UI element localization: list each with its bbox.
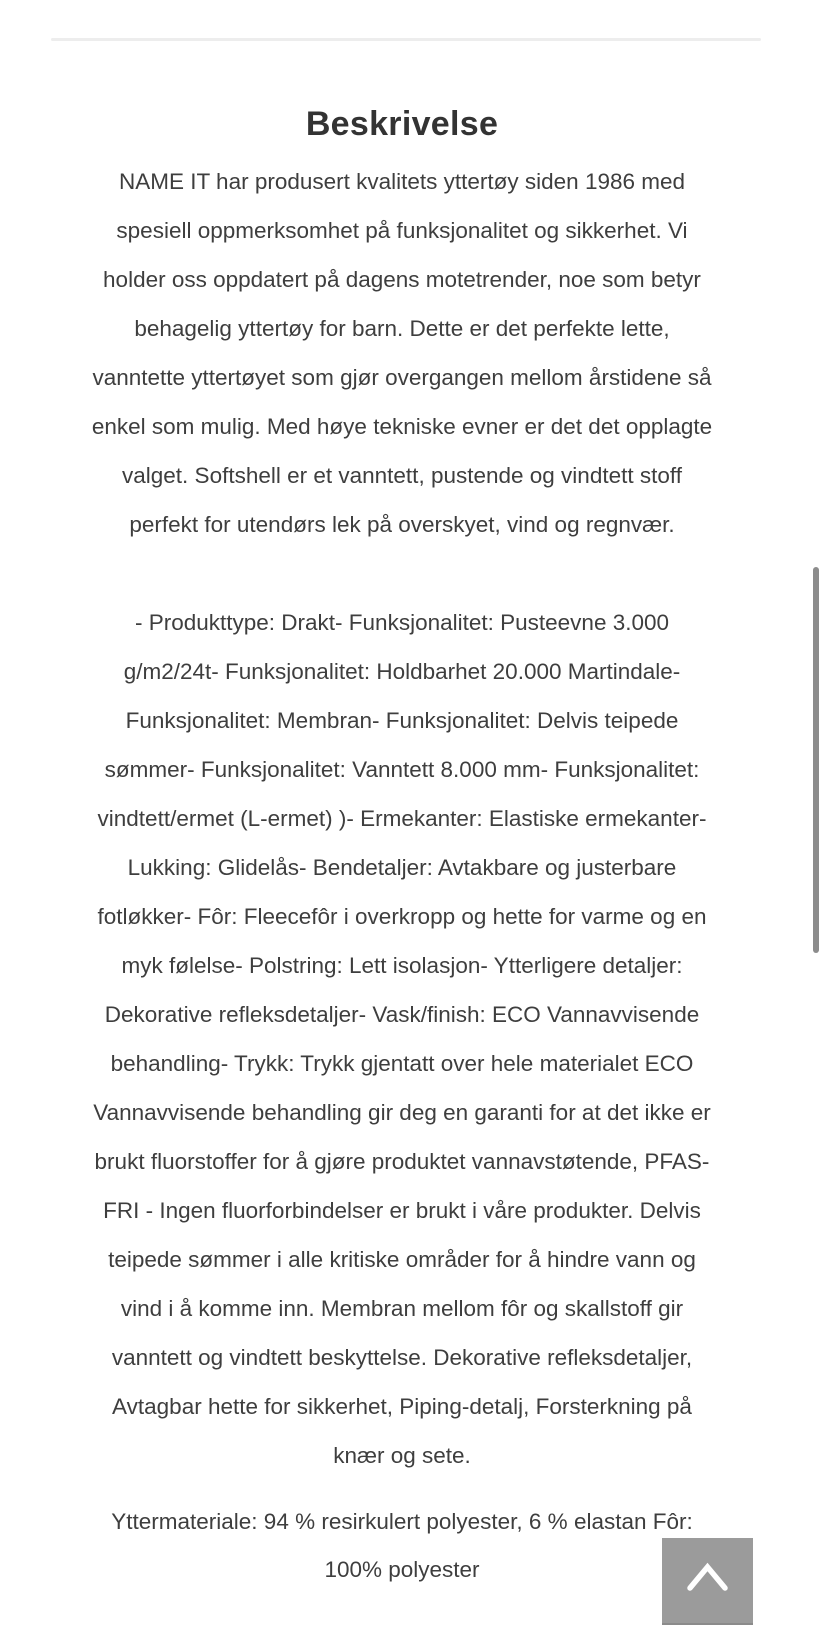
text-line: g/m2/24t- Funksjonalitet: Holdbarhet 20.000 Martindale- bbox=[123, 659, 681, 684]
text-line: fotløkker- Fôr: Fleecefôr i overkropp og hette for varme og en bbox=[97, 904, 707, 929]
text-line: Yttermateriale: 94 % resirkulert polyester, 6 % elastan Fôr: bbox=[111, 1509, 693, 1534]
text-line: sømmer- Funksjonalitet: Vanntett 8.000 mm- Funksjonalitet: bbox=[104, 757, 700, 782]
text-line: Dekorative refleksdetaljer- Vask/finish: ECO Vannavvisende bbox=[104, 1002, 700, 1027]
text-line: myk følelse- Polstring: Lett isolasjon- Ytterligere detaljer: bbox=[121, 953, 683, 978]
text-line: spesiell oppmerksomhet på funksjonalitet og sikkerhet. Vi bbox=[116, 218, 688, 243]
materials-paragraph bbox=[42, 1498, 762, 1594]
text-line: Avtagbar hette for sikkerhet, Piping-detalj, Forsterkning på bbox=[112, 1394, 692, 1419]
text-line: behagelig yttertøy for barn. Dette er det perfekte lette, bbox=[134, 316, 670, 341]
scroll-to-top-button[interactable] bbox=[662, 1538, 753, 1625]
product-description-page bbox=[0, 38, 828, 1594]
text-line: Funksjonalitet: Membran- Funksjonalitet: Delvis teipede bbox=[125, 708, 679, 733]
text-line: behandling- Trykk: Trykk gjentatt over hele materialet ECO bbox=[110, 1051, 694, 1076]
text-line: knær og sete. bbox=[333, 1443, 471, 1468]
text-line: Lukking: Glidelås- Bendetaljer: Avtakbare og justerbare bbox=[127, 855, 677, 880]
chevron-up-icon bbox=[662, 1537, 753, 1624]
text-line: valget. Softshell er et vanntett, pustende og vindtett stoff bbox=[122, 463, 682, 488]
text-line: enkel som mulig. Med høye tekniske evner er det det opplagte bbox=[91, 414, 713, 439]
text-line: vanntett og vindtett beskyttelse. Dekorative refleksdetaljer, bbox=[111, 1345, 693, 1370]
section-divider bbox=[51, 38, 761, 41]
text-line: teipede sømmer i alle kritiske områder for å hindre vann og bbox=[108, 1247, 696, 1272]
text-line: - Produkttype: Drakt- Funksjonalitet: Pusteevne 3.000 bbox=[134, 610, 670, 635]
description-section bbox=[0, 101, 828, 1594]
text-line: perfekt for utendørs lek på overskyet, vind og regnvær. bbox=[129, 512, 675, 537]
text-line: vind i å komme inn. Membran mellom fôr og skallstoff gir bbox=[120, 1296, 684, 1321]
product-details-paragraph bbox=[42, 598, 762, 1480]
text-line: Vannavvisende behandling gir deg en garanti for at det ikke er bbox=[93, 1100, 711, 1125]
scrollbar-thumb[interactable] bbox=[813, 567, 819, 953]
text-line: holder oss oppdatert på dagens motetrender, noe som betyr bbox=[103, 267, 701, 292]
text-line: brukt fluorstoffer for å gjøre produktet vannavstøtende, PFAS- bbox=[94, 1149, 710, 1174]
text-line: vindtett/ermet (L-ermet) )- Ermekanter: Elastiske ermekanter- bbox=[97, 806, 707, 831]
text-line: NAME IT har produsert kvalitets yttertøy siden 1986 med bbox=[118, 169, 686, 194]
section-title: Beskrivelse bbox=[305, 105, 499, 143]
text-line: FRI - Ingen fluorforbindelser er brukt i våre produkter. Delvis bbox=[103, 1198, 701, 1223]
text-line: 100% polyester bbox=[324, 1557, 480, 1582]
text-line: vanntette yttertøyet som gjør overgangen mellom årstidene så bbox=[92, 365, 712, 390]
intro-paragraph bbox=[42, 157, 762, 549]
